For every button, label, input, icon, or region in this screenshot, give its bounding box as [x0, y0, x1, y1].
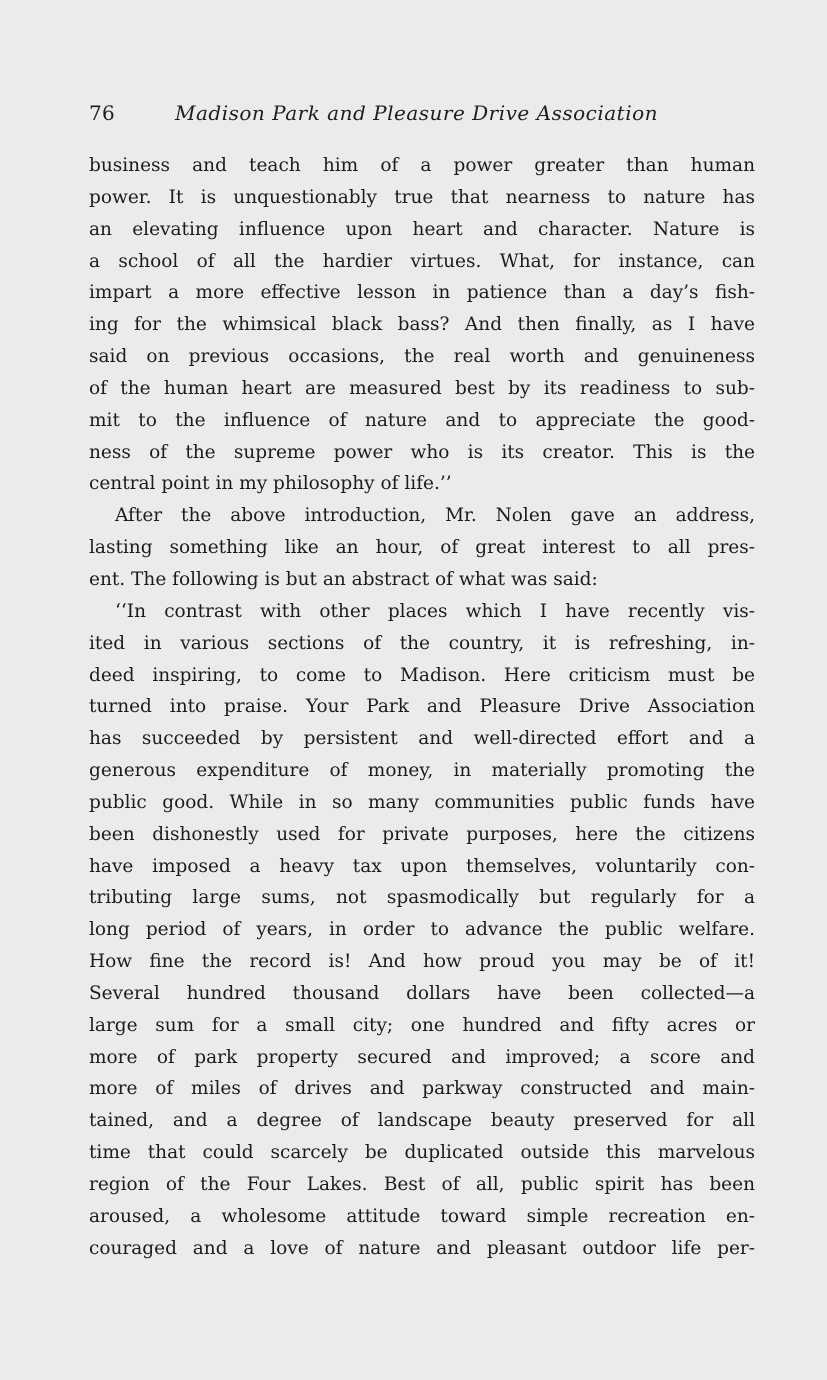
text-line: tributing large sums, not spasmodically but regularly for a	[89, 887, 755, 909]
text-line: aroused, a wholesome attitude toward simple recreation en-	[89, 1205, 755, 1227]
text-line: generous expenditure of money, in materially promoting the	[89, 760, 755, 782]
text-line: time that could scarcely be duplicated outside this marvelous	[89, 1142, 755, 1164]
text-line: has succeeded by persistent and well-directed effort and a	[89, 728, 755, 750]
text-line: impart a more effective lesson in patience than a day’s fish-	[89, 282, 755, 304]
text-line: central point in my philosophy of life.’’	[89, 473, 452, 495]
text-line: ing for the whimsical black bass? And then finally, as I have	[89, 314, 755, 336]
text-line: of the human heart are measured best by its readiness to sub-	[89, 377, 755, 399]
text-line: deed inspiring, to come to Madison. Here criticism must be	[89, 664, 755, 686]
text-line: said on previous occasions, the real worth and genuineness	[89, 346, 755, 368]
paragraph-start-line: After the above introduction, Mr. Nolen gave an address,	[115, 505, 755, 527]
text-line: power. It is unquestionably true that nearness to nature has	[89, 186, 755, 208]
text-line: region of the Four Lakes. Best of all, public spirit has been	[89, 1174, 755, 1195]
text-line: turned into praise. Your Park and Pleasure Drive Association	[89, 696, 755, 718]
text-line: more of miles of drives and parkway constructed and main-	[89, 1078, 755, 1100]
text-line: large sum for a small city; one hundred and fifty acres or	[89, 1014, 755, 1036]
body-text	[89, 150, 755, 1265]
text-line: ited in various sections of the country, it is refreshing, in-	[89, 632, 755, 654]
text-line: ent. The following is but an abstract of what was said:	[89, 568, 598, 590]
text-line: ness of the supreme power who is its creator. This is the	[89, 441, 755, 463]
text-line: couraged and a love of nature and pleasant outdoor life per-	[89, 1237, 755, 1259]
page-number: 76	[89, 101, 116, 125]
text-line: have imposed a heavy tax upon themselves, voluntarily con-	[89, 855, 755, 877]
paragraph-start-line: ‘‘In contrast with other places which I have recently vis-	[115, 600, 755, 622]
text-line: more of park property secured and improved; a score and	[89, 1046, 755, 1068]
text-line: mit to the influence of nature and to appreciate the good-	[89, 409, 755, 431]
running-head	[89, 98, 769, 128]
text-line: business and teach him of a power greater than human	[89, 155, 755, 176]
text-line: a school of all the hardier virtues. What, for instance, can	[89, 250, 755, 272]
text-line: How fine the record is! And how proud you may be of it!	[89, 951, 755, 973]
running-title: Madison Park and Pleasure Drive Association	[175, 101, 659, 125]
text-line: an elevating influence upon heart and character. Nature is	[89, 218, 755, 240]
text-line: lasting something like an hour, of great interest to all pres-	[89, 537, 755, 559]
text-line: long period of years, in order to advance the public welfare.	[89, 919, 755, 941]
text-line: tained, and a degree of landscape beauty preserved for all	[89, 1110, 755, 1132]
text-line: Several hundred thousand dollars have been collected—a	[89, 982, 755, 1004]
text-line: been dishonestly used for private purposes, here the citizens	[89, 823, 755, 845]
text-line: public good. While in so many communities public funds have	[89, 791, 755, 813]
